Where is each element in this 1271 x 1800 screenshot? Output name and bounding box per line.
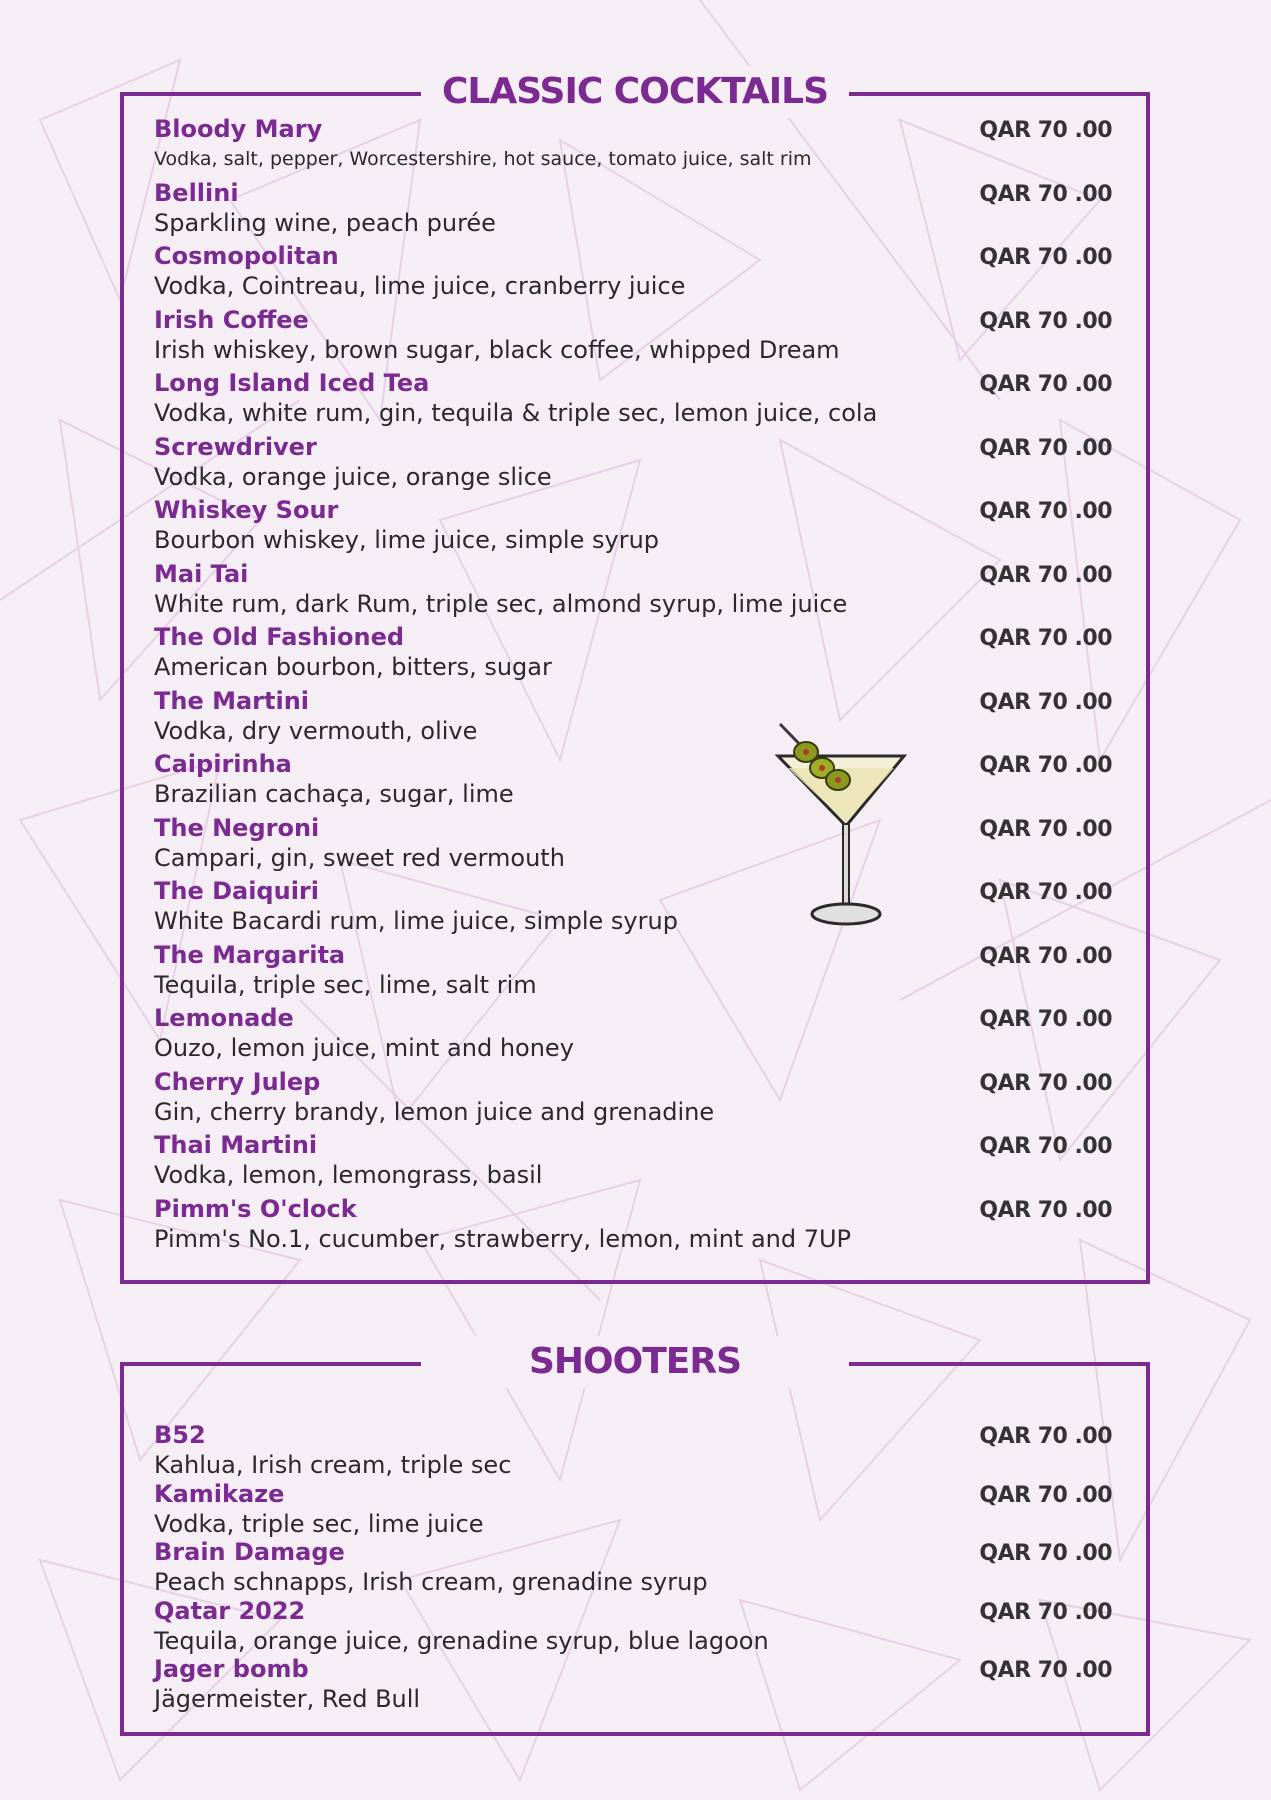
item-description: Vodka, triple sec, lime juice — [154, 1509, 484, 1538]
menu-item — [154, 1420, 1112, 1479]
menu-item — [154, 1003, 1112, 1067]
item-name: The Negroni — [154, 813, 320, 842]
item-price: QAR 70 .00 — [979, 626, 1112, 651]
item-description: White rum, dark Rum, triple sec, almond syrup, lime juice — [154, 589, 848, 618]
item-price: QAR 70 .00 — [979, 816, 1112, 842]
menu-item — [154, 749, 1112, 813]
menu-item — [154, 1479, 1112, 1538]
menu-item — [154, 178, 1112, 242]
menu-item — [154, 1596, 1112, 1655]
item-price: QAR 70 .00 — [979, 1541, 1112, 1566]
item-description: Brazilian cachaça, sugar, lime — [154, 780, 514, 808]
item-name: The Margarita — [154, 940, 346, 969]
item-price: QAR 70 .00 — [979, 245, 1112, 270]
item-description: Tequila, orange juice, grenadine syrup, blue lagoon — [154, 1626, 769, 1655]
item-price: QAR 70 .00 — [979, 1007, 1112, 1032]
item-description: Pimm's No.1, cucumber, strawberry, lemon, mint and 7UP — [154, 1224, 852, 1253]
item-name: Screwdriver — [154, 432, 317, 461]
classic-cocktails-section — [120, 71, 1150, 1284]
item-price: QAR 70 .00 — [979, 435, 1112, 461]
item-name: The Old Fashioned — [154, 623, 405, 651]
item-description: Vodka, lemon, lemongrass, basil — [154, 1161, 543, 1189]
menu-item — [154, 622, 1112, 686]
menu-item — [154, 940, 1112, 1004]
item-price: QAR 70 .00 — [979, 562, 1112, 588]
item-description: American bourbon, bitters, sugar — [154, 653, 552, 681]
item-name: Brain Damage — [154, 1538, 345, 1566]
item-name: The Daiquiri — [154, 877, 319, 905]
menu-item — [154, 495, 1112, 559]
item-price: QAR 70 .00 — [979, 1424, 1112, 1449]
item-name: The Martini — [154, 686, 310, 715]
item-name: Long Island Iced Tea — [154, 369, 430, 397]
item-name: Cosmopolitan — [154, 242, 339, 270]
item-name: Mai Tai — [154, 559, 249, 588]
menu-item — [154, 559, 1112, 623]
item-description: Sparkling wine, peach purée — [154, 208, 496, 237]
menu-item — [154, 1194, 1112, 1258]
menu-item — [154, 1067, 1112, 1131]
item-name: Pimm's O'clock — [154, 1194, 357, 1223]
menu-item — [154, 813, 1112, 877]
shooters-section — [120, 1341, 1150, 1736]
menu-item — [154, 686, 1112, 750]
item-price: QAR 70 .00 — [979, 1197, 1112, 1223]
item-name: Kamikaze — [154, 1479, 285, 1508]
item-name: Qatar 2022 — [154, 1596, 306, 1625]
item-price: QAR 70 .00 — [979, 1134, 1112, 1159]
section-title: CLASSIC COCKTAILS — [421, 66, 849, 118]
cocktail-list — [154, 114, 1112, 1257]
item-description: Tequila, triple sec, lime, salt rim — [154, 970, 537, 999]
item-description: Vodka, salt, pepper, Worcestershire, hot sauce, tomato juice, salt rim — [154, 148, 812, 170]
item-description: Campari, gin, sweet red vermouth — [154, 843, 565, 872]
item-price: QAR 70 .00 — [979, 753, 1112, 778]
item-price: QAR 70 .00 — [979, 689, 1112, 715]
item-description: Vodka, white rum, gin, tequila & triple sec, lemon juice, cola — [154, 399, 878, 427]
item-name: Whiskey Sour — [154, 496, 339, 524]
item-name: Irish Coffee — [154, 305, 309, 334]
item-description: Gin, cherry brandy, lemon juice and grenadine — [154, 1097, 715, 1126]
item-name: Thai Martini — [154, 1131, 318, 1159]
section-title: SHOOTERS — [421, 1336, 849, 1388]
item-description: Jägermeister, Red Bull — [154, 1685, 421, 1713]
menu-item — [154, 876, 1112, 940]
item-price: QAR 70 .00 — [979, 1482, 1112, 1508]
menu-item — [154, 241, 1112, 305]
item-name: Bloody Mary — [154, 115, 323, 143]
item-price: QAR 70 .00 — [979, 1658, 1112, 1683]
item-description: Bourbon whiskey, lime juice, simple syrup — [154, 526, 660, 554]
item-price: QAR 70 .00 — [979, 308, 1112, 334]
menu-item — [154, 114, 1112, 178]
item-price: QAR 70 .00 — [979, 1599, 1112, 1625]
item-price: QAR 70 .00 — [979, 499, 1112, 524]
item-description: Vodka, orange juice, orange slice — [154, 462, 552, 491]
item-name: Cherry Julep — [154, 1067, 321, 1096]
item-price: QAR 70 .00 — [979, 943, 1112, 969]
menu-item — [154, 368, 1112, 432]
item-description: Ouzo, lemon juice, mint and honey — [154, 1034, 574, 1062]
menu-item — [154, 1130, 1112, 1194]
item-description: Vodka, dry vermouth, olive — [154, 716, 478, 745]
item-description: White Bacardi rum, lime juice, simple syrup — [154, 907, 678, 935]
item-price: QAR 70 .00 — [979, 372, 1112, 397]
item-price: QAR 70 .00 — [979, 880, 1112, 905]
item-name: Jager bomb — [154, 1655, 309, 1683]
item-price: QAR 70 .00 — [979, 1070, 1112, 1096]
item-description: Kahlua, Irish cream, triple sec — [154, 1451, 512, 1479]
item-name: Bellini — [154, 178, 239, 207]
menu-item — [154, 305, 1112, 369]
item-description: Vodka, Cointreau, lime juice, cranberry juice — [154, 272, 686, 300]
menu-item — [154, 1537, 1112, 1596]
item-description: Peach schnapps, Irish cream, grenadine syrup — [154, 1568, 708, 1596]
item-price: QAR 70 .00 — [979, 181, 1112, 207]
item-price: QAR 70 .00 — [979, 118, 1112, 143]
item-name: B52 — [154, 1421, 206, 1449]
item-name: Caipirinha — [154, 750, 292, 778]
menu-item — [154, 432, 1112, 496]
item-name: Lemonade — [154, 1004, 294, 1032]
shooter-list — [154, 1420, 1112, 1713]
martini-glass-illustration — [760, 718, 920, 938]
item-description: Irish whiskey, brown sugar, black coffee, whipped Dream — [154, 335, 840, 364]
menu-item — [154, 1654, 1112, 1713]
